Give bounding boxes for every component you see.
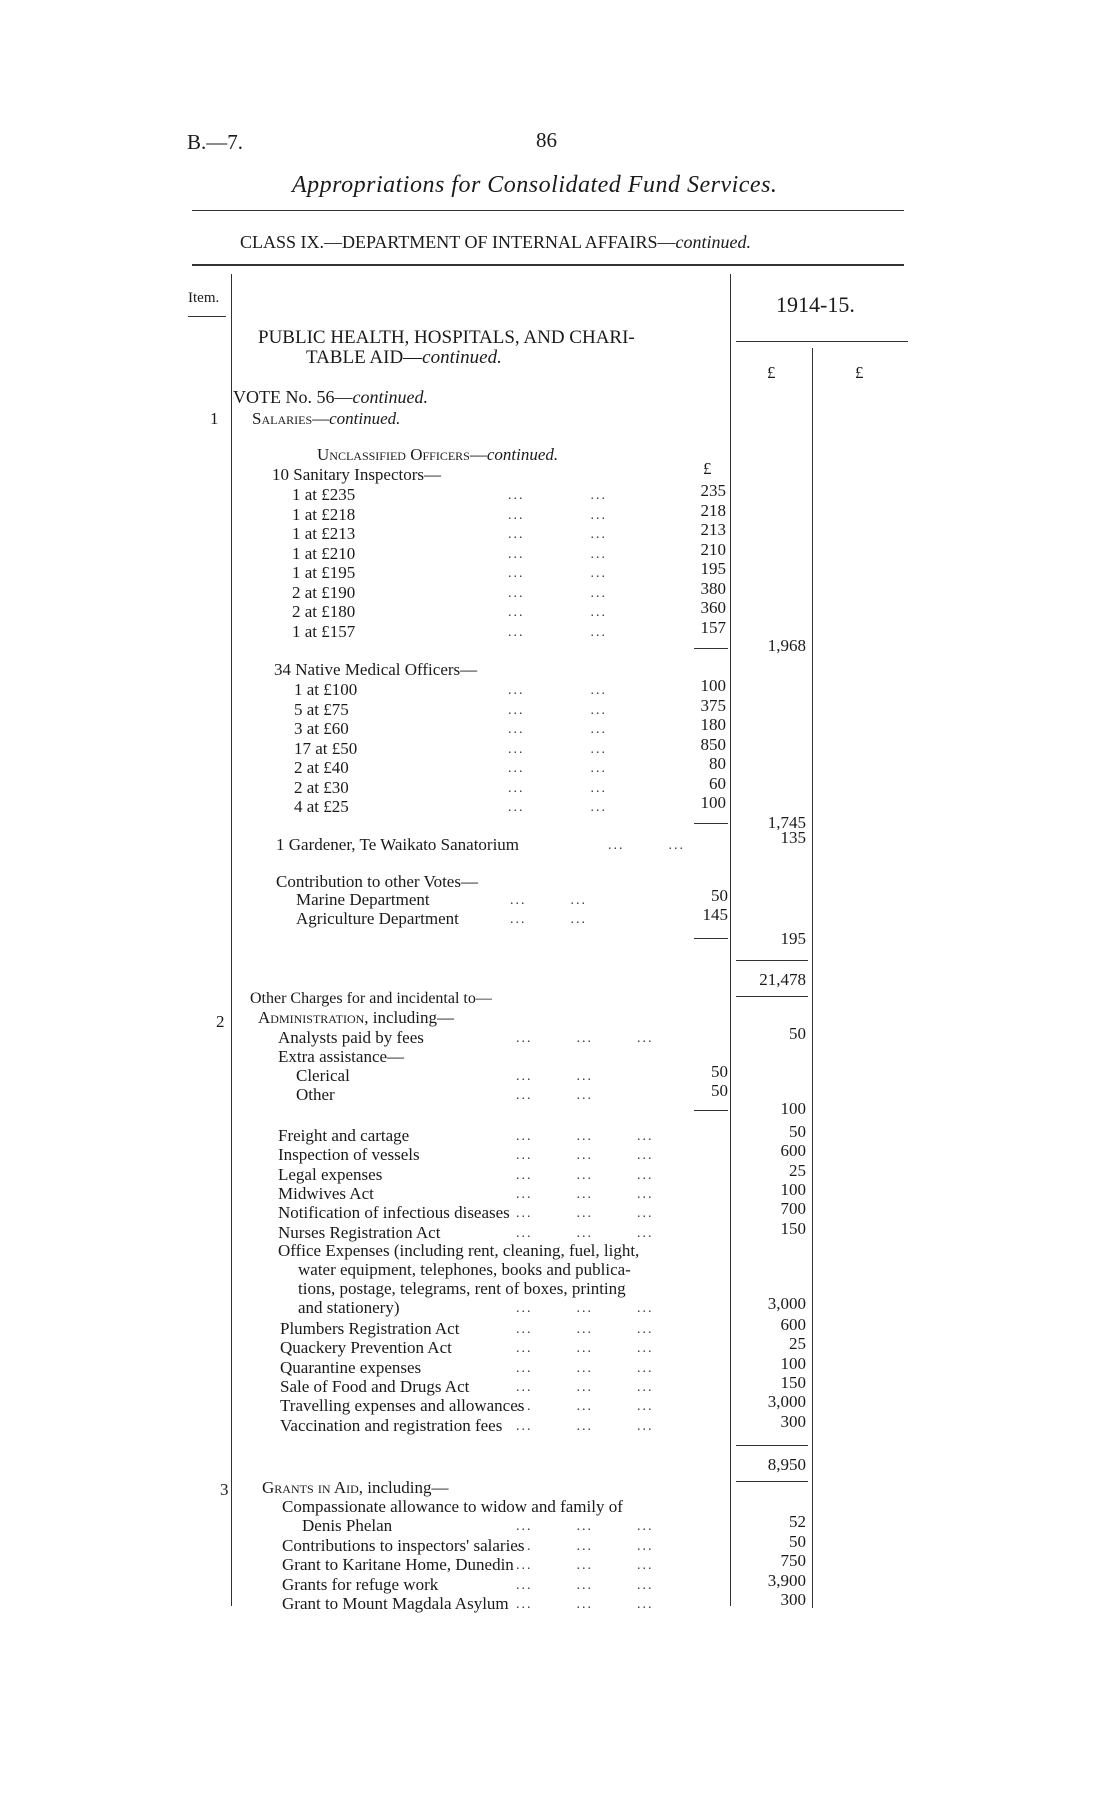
office-expenses-line2: water equipment, telephones, books and publica- — [298, 1260, 631, 1279]
page-number: 86 — [536, 128, 557, 152]
salaries-label: Salaries— — [252, 409, 330, 428]
sanitary-row-label: 1 at £235 — [292, 485, 356, 504]
admin-charge-row-amount: 100 — [780, 1353, 806, 1373]
item-number-2: 2 — [216, 1012, 225, 1031]
native-row-leader: ... ... — [508, 683, 607, 698]
admin-charge-row-label: Quarantine expenses — [280, 1357, 422, 1377]
gardener-label: 1 Gardener, Te Waikato Sanatorium — [276, 835, 520, 854]
grant-row-label: Contributions to inspectors' salaries — [282, 1536, 525, 1555]
page-title: Appropriations for Consolidated Fund Services. — [292, 172, 778, 198]
admin-charge-row-leader: ... ... ... — [516, 1399, 654, 1415]
grant-row-label: Grants for refuge work — [282, 1574, 439, 1594]
office-expenses-leader: ... ... ... — [516, 1301, 654, 1316]
extra-total: 100 — [780, 1099, 806, 1118]
sanitary-row-leader: ... ... — [508, 488, 607, 503]
native-row-leader: ... ... — [508, 741, 607, 757]
admin-charge-row-label: Quackery Prevention Act — [280, 1338, 452, 1358]
contrib-agriculture-amount: 145 — [702, 905, 728, 924]
native-row-amount: 375 — [700, 695, 726, 715]
native-row-leader: ... ... — [508, 702, 607, 718]
admin-charge-row-leader: ... ... ... — [516, 1129, 654, 1144]
sanitary-row-leader: ... ... — [508, 546, 607, 562]
native-row-leader: ... ... — [508, 761, 607, 776]
contrib-agriculture-leader: ... ... — [510, 912, 587, 927]
vote-heading-text: VOTE No. 56— — [233, 387, 353, 407]
title-rule — [192, 210, 904, 211]
admin-charge-row-label: Inspection of vessels — [278, 1145, 420, 1165]
administration-heading — [258, 1008, 454, 1028]
admin-charge-row-amount: 25 — [789, 1334, 806, 1354]
sanitary-row-amount: 360 — [700, 598, 726, 617]
unclassified-heading — [317, 445, 558, 465]
sanitary-row-label: 2 at £190 — [292, 582, 356, 602]
native-row-label: 3 at £60 — [294, 719, 349, 738]
analysts-label: Analysts paid by fees — [278, 1028, 424, 1047]
compassionate-leader: ... ... ... — [516, 1519, 654, 1534]
document-reference: B.—7. — [187, 130, 244, 154]
pound-sign-col2: £ — [855, 363, 864, 382]
sanitary-row-leader: ... ... — [508, 566, 607, 581]
analysts-amount: 50 — [789, 1024, 806, 1043]
grant-row-leader: ... ... ... — [516, 1558, 654, 1574]
grant-row-leader: ... ... ... — [516, 1539, 654, 1554]
grant-row-amount: 50 — [789, 1532, 806, 1551]
item1-total-rule-bottom — [736, 996, 808, 997]
admin-charge-row-amount: 700 — [780, 1199, 806, 1219]
item2-total: 8,950 — [767, 1455, 806, 1474]
grant-row-amount: 300 — [780, 1589, 806, 1609]
other-charges-heading: Other Charges for and incidental to— — [250, 990, 492, 1007]
section-title-line1: PUBLIC HEALTH, HOSPITALS, AND CHARI- — [258, 327, 635, 348]
admin-charge-row-leader: ... ... ... — [516, 1186, 654, 1202]
grant-row-amount: 3,900 — [767, 1570, 806, 1590]
admin-charge-row-leader: ... ... ... — [516, 1341, 654, 1357]
salaries-heading — [252, 409, 400, 429]
header-rule — [192, 264, 904, 266]
pound-sign-sub: £ — [703, 459, 712, 478]
compassionate-line2: Denis Phelan — [302, 1516, 393, 1535]
admin-charge-row-leader: ... ... ... — [516, 1322, 654, 1337]
sanitary-row-leader: ... ... — [508, 585, 607, 601]
vote-heading-continued: continued. — [352, 387, 428, 407]
sanitary-row-amount: 380 — [700, 578, 726, 598]
compassionate-line1: Compassionate allowance to widow and family of — [282, 1497, 623, 1516]
class-heading-continued: continued. — [675, 232, 751, 252]
contrib-marine-leader: ... ... — [510, 893, 587, 908]
native-row-label: 2 at £30 — [294, 777, 349, 797]
native-row-label: 2 at £40 — [294, 758, 349, 777]
native-row-label: 5 at £75 — [294, 699, 349, 719]
native-row-amount: 850 — [700, 734, 726, 754]
sanitary-row-amount: 218 — [700, 500, 726, 520]
analysts-leader: ... ... ... — [516, 1031, 654, 1046]
item-number-3: 3 — [220, 1480, 229, 1499]
sanitary-row-amount: 210 — [700, 539, 726, 559]
item1-total: 21,478 — [759, 970, 806, 989]
extra-clerical-label: Clerical — [296, 1066, 350, 1085]
admin-charge-row-label: Freight and cartage — [278, 1126, 410, 1145]
sanitary-row-amount: 235 — [700, 481, 726, 500]
grant-row-leader: ... ... ... — [516, 1577, 654, 1593]
item2-total-rule-top — [736, 1445, 808, 1446]
sanitary-row-label: 1 at £210 — [292, 543, 356, 563]
sanitary-row-amount: 213 — [700, 520, 726, 539]
admin-charge-row-label: Vaccination and registration fees — [280, 1415, 503, 1435]
grant-row-label: Grant to Mount Magdala Asylum — [282, 1593, 509, 1613]
admin-charge-row-leader: ... ... ... — [516, 1418, 654, 1434]
sanitary-row-leader: ... ... — [508, 527, 607, 542]
admin-charge-row-label: Plumbers Registration Act — [280, 1319, 460, 1338]
gardener-amount: 135 — [780, 828, 806, 847]
sanitary-row-label: 1 at £213 — [292, 524, 356, 543]
admin-charge-row-label: Sale of Food and Drugs Act — [280, 1376, 470, 1396]
admin-charge-row-amount: 100 — [780, 1179, 806, 1199]
contrib-heading: Contribution to other Votes— — [276, 872, 478, 891]
year-header: 1914-15. — [776, 292, 855, 317]
sanitary-row-amount: 157 — [700, 617, 726, 637]
contrib-marine-label: Marine Department — [296, 890, 430, 909]
class-heading-text: CLASS IX.—DEPARTMENT OF INTERNAL AFFAIRS— — [240, 232, 676, 252]
year-header-rule — [736, 341, 908, 342]
admin-charge-row-label: Nurses Registration Act — [278, 1222, 441, 1242]
sanitary-row-label: 1 at £218 — [292, 504, 356, 524]
grant-row-amount: 750 — [780, 1551, 806, 1571]
admin-charge-row-leader: ... ... ... — [516, 1379, 654, 1395]
sanitary-row-label: 1 at £195 — [292, 563, 356, 582]
item1-total-rule-top — [736, 960, 808, 961]
gardener-leader: ... ... — [608, 838, 685, 853]
admin-charge-row-amount: 600 — [780, 1315, 806, 1334]
extra-subtotal-rule — [694, 1110, 728, 1111]
grant-row-label: Grant to Karitane Home, Dunedin — [282, 1555, 514, 1575]
unclassified-continued: continued. — [486, 445, 559, 464]
admin-charge-row-label: Midwives Act — [278, 1183, 374, 1203]
grants-heading — [262, 1478, 449, 1498]
item-header-rule — [188, 316, 226, 317]
admin-charge-row-leader: ... ... ... — [516, 1360, 654, 1376]
contrib-agriculture-label: Agriculture Department — [296, 909, 459, 928]
item-column-header: Item. — [188, 290, 220, 306]
extra-clerical-amount: 50 — [711, 1062, 728, 1081]
admin-charge-row-label: Legal expenses — [278, 1164, 383, 1184]
admin-charge-row-label: Travelling expenses and allowances — [280, 1396, 525, 1416]
grant-row-leader: ... ... ... — [516, 1596, 654, 1612]
amount-column-divider — [730, 274, 731, 1606]
section-title-continued: continued. — [422, 347, 502, 368]
native-heading: 34 Native Medical Officers— — [274, 660, 478, 679]
office-expenses-line1: Office Expenses (including rent, cleaning, fuel, light, — [278, 1241, 640, 1260]
native-row-amount: 100 — [700, 676, 726, 695]
sanitary-row-label: 2 at £180 — [292, 602, 356, 621]
native-row-label: 1 at £100 — [294, 680, 358, 699]
office-expenses-line4: and stationery) — [298, 1298, 400, 1317]
admin-charge-row-amount: 150 — [780, 1218, 806, 1238]
native-row-leader: ... ... — [508, 722, 607, 737]
native-row-label: 4 at £25 — [294, 797, 349, 816]
unclassified-label: Unclassified Officers— — [317, 445, 487, 464]
administration-label: Administration — [258, 1008, 365, 1027]
office-expenses-line3: tions, postage, telegrams, rent of boxes, printing — [298, 1279, 626, 1298]
vote-heading — [233, 387, 428, 408]
native-subtotal-rule — [694, 823, 728, 824]
pound-sign-col1: £ — [767, 363, 776, 382]
admin-charge-row-amount: 25 — [789, 1160, 806, 1180]
admin-charge-row-amount: 300 — [780, 1411, 806, 1431]
admin-charge-row-leader: ... ... ... — [516, 1167, 654, 1183]
admin-charge-row-leader: ... ... ... — [516, 1148, 654, 1164]
admin-charge-row-leader: ... ... ... — [516, 1225, 654, 1241]
office-expenses-amount: 3,000 — [767, 1294, 806, 1313]
item2-total-rule-bottom — [736, 1481, 808, 1482]
native-row-label: 17 at £50 — [294, 738, 358, 758]
extra-other-leader: ... ... — [516, 1088, 593, 1103]
admin-charge-row-leader: ... ... ... — [516, 1206, 654, 1222]
contrib-total: 195 — [780, 929, 806, 948]
admin-charge-row-amount: 600 — [780, 1141, 806, 1161]
grants-label: Grants in Aid — [262, 1478, 359, 1497]
grants-including: , including— — [358, 1478, 449, 1497]
admin-charge-row-label: Notification of infectious diseases — [278, 1203, 510, 1223]
sanitary-row-amount: 195 — [700, 559, 726, 578]
compassionate-amount: 52 — [789, 1512, 806, 1531]
native-row-amount: 100 — [700, 793, 726, 812]
extra-other-label: Other — [296, 1085, 335, 1104]
admin-charge-row-amount: 150 — [780, 1372, 806, 1392]
section-title-line2 — [306, 347, 502, 369]
extra-assistance-heading: Extra assistance— — [278, 1047, 405, 1066]
sanitary-subtotal-rule — [694, 648, 728, 649]
native-row-leader: ... ... — [508, 780, 607, 796]
class-heading — [240, 232, 751, 253]
native-row-amount: 60 — [709, 773, 726, 793]
sanitary-row-leader: ... ... — [508, 605, 607, 620]
native-row-amount: 180 — [700, 715, 726, 734]
sanitary-row-leader: ... ... — [508, 624, 607, 640]
administration-including: , including— — [364, 1008, 454, 1027]
contrib-subtotal-rule — [694, 938, 728, 939]
item-column-divider — [231, 274, 232, 1606]
sanitary-total: 1,968 — [767, 636, 806, 655]
admin-charge-row-amount: 3,000 — [767, 1392, 806, 1412]
salaries-continued: continued. — [329, 409, 401, 428]
native-row-amount: 80 — [709, 754, 726, 773]
sanitary-heading: 10 Sanitary Inspectors— — [272, 465, 442, 484]
native-row-leader: ... ... — [508, 800, 607, 815]
section-title-line2-text: TABLE AID— — [306, 347, 423, 368]
sanitary-row-label: 1 at £157 — [292, 621, 356, 641]
native-total: 1,745 — [767, 813, 806, 832]
sanitary-row-leader: ... ... — [508, 507, 607, 523]
extra-clerical-leader: ... ... — [516, 1069, 593, 1084]
admin-charge-row-amount: 50 — [789, 1122, 806, 1141]
item-number-1: 1 — [210, 409, 219, 428]
contrib-marine-amount: 50 — [711, 886, 728, 905]
extra-other-amount: 50 — [711, 1081, 728, 1100]
subtotal-column-divider — [812, 348, 813, 1608]
